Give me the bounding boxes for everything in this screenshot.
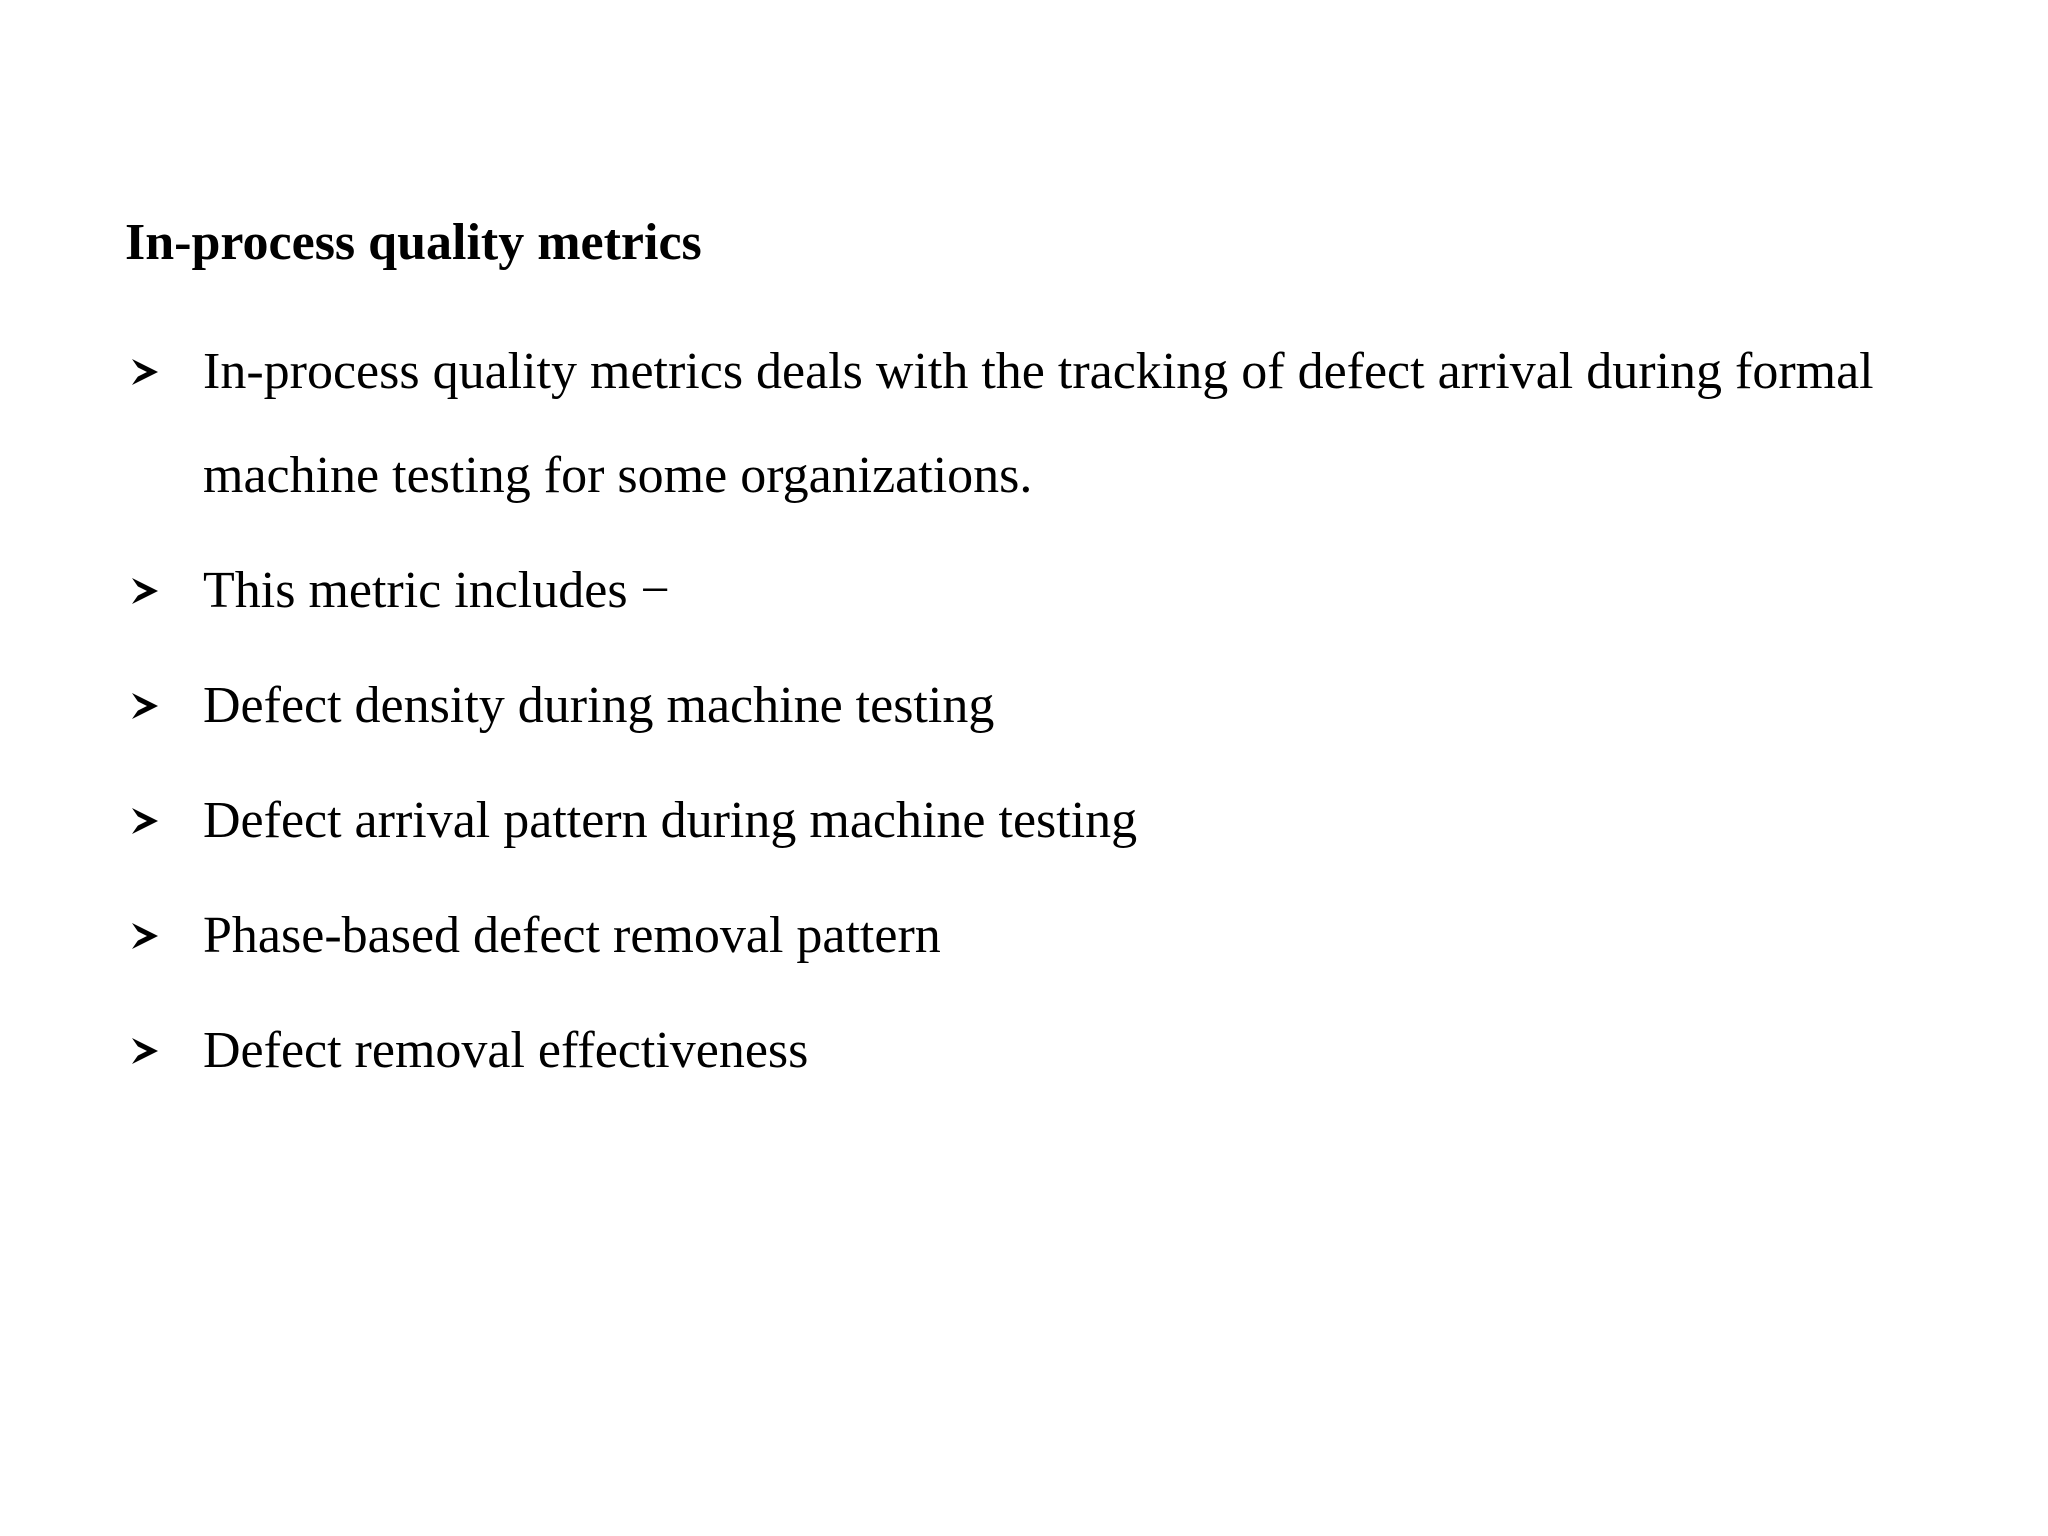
bullet-list xyxy=(125,320,2005,1114)
bullet-text: Phase-based defect removal pattern xyxy=(203,907,941,964)
arrowhead-bullet-icon xyxy=(129,805,161,837)
arrowhead-bullet-icon xyxy=(129,690,161,722)
bullet-text: Defect density during machine testing xyxy=(203,677,995,734)
bullet-item xyxy=(125,884,2005,988)
bullet-item xyxy=(125,539,2005,643)
section-title: In-process quality metrics xyxy=(125,214,702,271)
bullet-item xyxy=(125,654,2005,758)
arrowhead-bullet-icon xyxy=(129,356,161,388)
arrowhead-bullet-icon xyxy=(129,575,161,607)
bullet-text: Defect arrival pattern during machine testing xyxy=(203,792,1138,849)
bullet-item xyxy=(125,999,2005,1103)
bullet-text: In-process quality metrics deals with the tracking of defect arrival during formal machine testing for some organizations. xyxy=(203,343,1874,504)
arrowhead-bullet-icon xyxy=(129,1035,161,1067)
bullet-item xyxy=(125,769,2005,873)
arrowhead-bullet-icon xyxy=(129,920,161,952)
bullet-text: This metric includes − xyxy=(203,562,670,619)
bullet-text: Defect removal effectiveness xyxy=(203,1022,809,1079)
bullet-item xyxy=(125,320,2005,528)
